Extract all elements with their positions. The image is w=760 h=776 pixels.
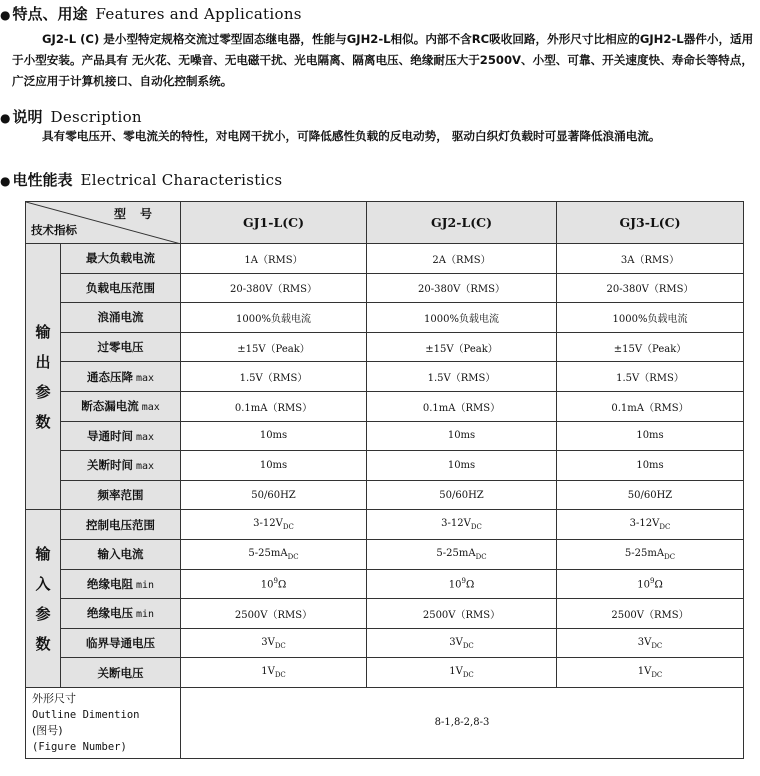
parameter-label: 绝缘电压 [86,606,133,621]
bullet-icon: ● [0,111,11,125]
parameter-name [61,480,181,510]
bullet-icon: ● [0,8,11,22]
description-title-en: Description [50,108,142,126]
group-char: 出 [35,352,51,371]
parameter-label: 过零电压 [97,340,144,355]
value-text: 3V [637,636,652,648]
group-char: 数 [35,412,51,431]
parameter-name [61,244,181,274]
electrical-title-cn: 电性能表 [12,171,73,189]
parameter-name [61,303,181,333]
value-cell [181,569,367,599]
value-cell: 10ms [367,421,557,451]
parameter-name [61,628,181,658]
value-cell: 1.5V（RMS） [557,362,744,392]
value-text: 5-25mA [436,547,476,559]
input-parameters-label [26,510,61,688]
value-subscript: DC [282,523,294,532]
table-row [26,303,744,333]
value-cell: 1000%负载电流 [181,303,367,333]
value-text: 3-12V [629,518,660,530]
outline-value: 8-1,8-2,8-3 [181,687,744,758]
corner-model-label: 型号 [113,207,166,221]
model-header: GJ1-L(C) [181,202,367,244]
group-char: 参 [35,604,51,623]
group-char: 输 [35,544,51,563]
parameter-name [61,510,181,540]
value-superscript: 9 [649,577,655,586]
value-subscript: DC [462,671,474,680]
value-subscript: DC [470,523,482,532]
electrical-heading [0,169,282,190]
figure-label-en: (Figure Number) [32,740,127,753]
value-cell: 10ms [181,421,367,451]
value-subscript: DC [274,671,286,680]
value-subscript: DC [664,552,676,561]
parameter-name [61,569,181,599]
value-subscript: DC [651,641,663,650]
parameter-suffix: max [135,431,155,443]
value-cell: 1A（RMS） [181,244,367,274]
parameter-name [61,391,181,421]
value-cell: 10ms [557,451,744,481]
table-row [26,332,744,362]
features-title-cn: 特点、用途 [12,5,88,23]
parameter-label: 关断时间 [86,458,133,473]
value-cell: 50/60HZ [557,480,744,510]
value-unit: Ω [654,579,663,591]
value-cell [181,539,367,569]
value-superscript: 9 [273,577,278,586]
parameter-label: 绝缘电阻 [86,576,133,591]
bullet-icon: ● [0,174,11,188]
value-cell: 10ms [367,451,557,481]
corner-cell [26,202,181,244]
parameter-suffix: max [141,402,160,414]
electrical-title-en: Electrical Characteristics [80,171,283,189]
table-header-row [26,202,744,244]
table-row [26,599,744,629]
parameter-suffix: max [135,461,155,473]
parameter-label: 临界导通电压 [86,636,155,651]
parameter-label: 关断电压 [97,665,144,680]
corner-spec-label: 技术指标 [31,223,77,237]
value-subscript: DC [651,671,663,680]
parameter-name [61,451,181,481]
table-row [26,510,744,540]
parameter-label: 控制电压范围 [86,517,155,532]
parameter-label: 负载电压范围 [86,280,155,295]
value-cell: 2A（RMS） [367,244,557,274]
value-cell: 10ms [181,451,367,481]
value-cell [367,628,557,658]
parameter-label: 输入电流 [97,547,144,562]
table-row [26,421,744,451]
value-text: 3-12V [253,518,283,530]
outline-label-en: Outline Dimention [32,708,140,721]
value-unit: Ω [465,579,475,591]
value-cell [367,510,557,540]
value-cell [367,599,557,629]
value-cell [557,599,744,629]
value-text: 10 [637,579,650,591]
value-cell [557,569,744,599]
parameter-suffix: max [135,372,155,384]
outline-row [26,687,744,758]
description-text: 具有零电压开、零电流关的特性，对电网干扰小，可降低感性负载的反电动势， 驱动白织灯负载时可显著降低浪涌电流。 [42,129,661,143]
value-cell [367,569,557,599]
table-row [26,391,744,421]
value-cell: 1000%负载电流 [367,303,557,333]
features-text: GJ2-L (C) 是小型特定规格交流过零型固态继电器，性能与GJH2-L相似。内部不含RC吸收回路，外形尺寸比相应的GJH2-L器件小，适用于小型安装。产品具有 无火花、无噪音、无电磁干扰、光电隔离、隔离电压、绝缘耐压大于2500V、小型、可靠、开关速度快、寿命长等特点，广泛应用于计算机接口、自动化控制系统。 [12,32,754,88]
value-text: 10 [260,579,274,591]
value-cell: 0.1mA（RMS） [557,391,744,421]
features-paragraph [12,29,754,92]
group-char: 参 [35,382,51,401]
output-parameters-label [26,244,61,510]
model-header: GJ3-L(C) [557,202,744,244]
model-header: GJ2-L(C) [367,202,557,244]
parameter-label: 最大负载电流 [86,251,155,266]
value-cell: 20-380V（RMS） [557,273,744,303]
value-superscript: 9 [461,577,466,586]
value-cell: 50/60HZ [367,480,557,510]
table-row [26,539,744,569]
parameter-label: 通态压降 [86,369,133,384]
value-cell [181,510,367,540]
outline-label-cn: 外形尺寸 [32,691,76,705]
value-cell [557,539,744,569]
parameter-label: 频率范围 [97,488,144,503]
value-cell: ±15V（Peak） [367,332,557,362]
value-subscript: DC [475,552,487,561]
value-cell: 10ms [557,421,744,451]
value-text: 1V [261,666,275,678]
value-subscript: DC [659,523,671,532]
parameter-name [61,421,181,451]
value-text: 2500V（RMS） [422,609,501,621]
description-heading [0,106,142,127]
value-cell: ±15V（Peak） [181,332,367,362]
value-subscript: DC [462,641,474,650]
value-cell: ±15V（Peak） [557,332,744,362]
value-cell: 1.5V（RMS） [181,362,367,392]
table-row [26,480,744,510]
parameter-name [61,362,181,392]
value-cell: 1000%负载电流 [557,303,744,333]
value-cell: 3A（RMS） [557,244,744,274]
value-cell [367,658,557,688]
parameter-name [61,599,181,629]
figure-label-cn: (图号) [32,723,63,737]
table-row [26,362,744,392]
value-cell [557,658,744,688]
group-char: 输 [35,322,51,341]
value-text: 10 [448,579,462,591]
value-cell: 0.1mA（RMS） [367,391,557,421]
description-title-cn: 说明 [12,108,43,126]
table-row [26,628,744,658]
parameter-name [61,539,181,569]
parameter-name [61,658,181,688]
value-subscript: DC [274,641,286,650]
parameter-suffix: min [135,609,155,621]
value-cell: 1.5V（RMS） [367,362,557,392]
table-row [26,451,744,481]
electrical-characteristics-table [25,201,744,759]
value-cell: 50/60HZ [181,480,367,510]
value-cell [181,599,367,629]
table-row [26,658,744,688]
value-text: 3-12V [441,518,471,530]
value-text: 5-25mA [624,547,665,559]
value-cell [557,628,744,658]
value-cell [367,539,557,569]
value-text: 3V [449,636,463,648]
outline-label [26,687,181,758]
value-cell: 20-380V（RMS） [367,273,557,303]
value-cell: 0.1mA（RMS） [181,391,367,421]
value-cell [181,658,367,688]
parameter-name [61,273,181,303]
value-text: 1V [637,666,652,678]
value-text: 2500V（RMS） [611,609,689,621]
description-paragraph [12,126,754,147]
features-title-en: Features and Applications [95,5,302,23]
value-text: 3V [261,636,275,648]
value-cell [181,628,367,658]
table-row [26,273,744,303]
value-text: 1V [449,666,463,678]
value-subscript: DC [287,552,299,561]
group-char: 入 [35,574,51,593]
parameter-label: 断态漏电流 [81,399,139,414]
value-text: 5-25mA [248,547,288,559]
value-cell [557,510,744,540]
group-char: 数 [35,634,51,653]
value-unit: Ω [277,579,287,591]
parameter-suffix: min [135,579,155,591]
parameter-label: 导通时间 [86,428,133,443]
features-heading [0,3,302,24]
value-text: 2500V（RMS） [234,609,313,621]
parameter-name [61,332,181,362]
table-row [26,569,744,599]
parameter-label: 浪涌电流 [97,310,144,325]
value-cell: 20-380V（RMS） [181,273,367,303]
table-row [26,244,744,274]
